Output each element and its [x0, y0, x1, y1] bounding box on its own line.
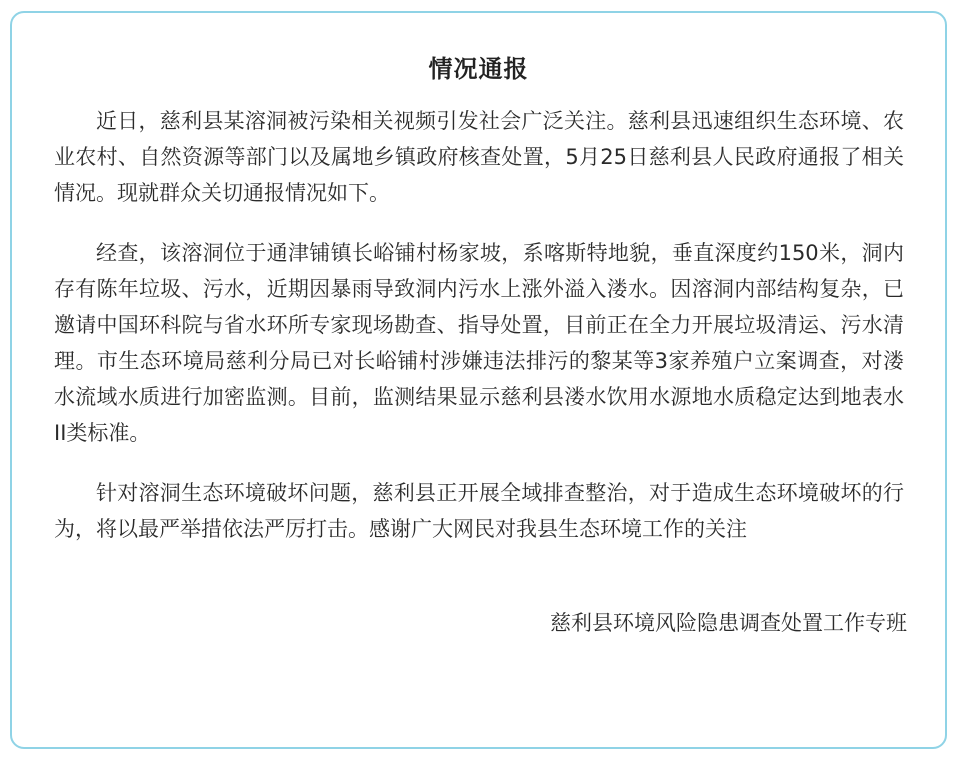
paragraph-investigation: 经查，该溶洞位于通津铺镇长峪铺村杨家坡，系喀斯特地貌，垂直深度约150米，洞内存有陈年垃圾、污水，近期因暴雨导致洞内污水上涨外溢入溇水。因溶洞内部结构复杂，已邀请中国环科院与省水环所专家现场勘查、指导处置，目前正在全力开展垃圾清运、污水清理。市生态环境局慈利分局已对长峪铺村涉嫌违法排污的黎某等3家养殖户立案调查，对溇水流域水质进行加密监测。目前，监测结果显示慈利县溇水饮用水源地水质稳定达到地表水II类标准。	[54, 241, 904, 445]
notice-title: 情况通报	[428, 55, 529, 83]
notice-card	[10, 11, 947, 749]
signature: 慈利县环境风险隐患调查处置工作专班	[550, 611, 907, 635]
paragraph-remediation: 针对溶洞生态环境破坏问题，慈利县正开展全域排查整治，对于造成生态环境破坏的行为，将以最严举措依法严厉打击。感谢广大网民对我县生态环境工作的关注	[54, 481, 904, 541]
paragraph-intro: 近日，慈利县某溶洞被污染相关视频引发社会广泛关注。慈利县迅速组织生态环境、农业农村、自然资源等部门以及属地乡镇政府核查处置，5月25日慈利县人民政府通报了相关情况。现就群众关切通报情况如下。	[54, 109, 904, 205]
